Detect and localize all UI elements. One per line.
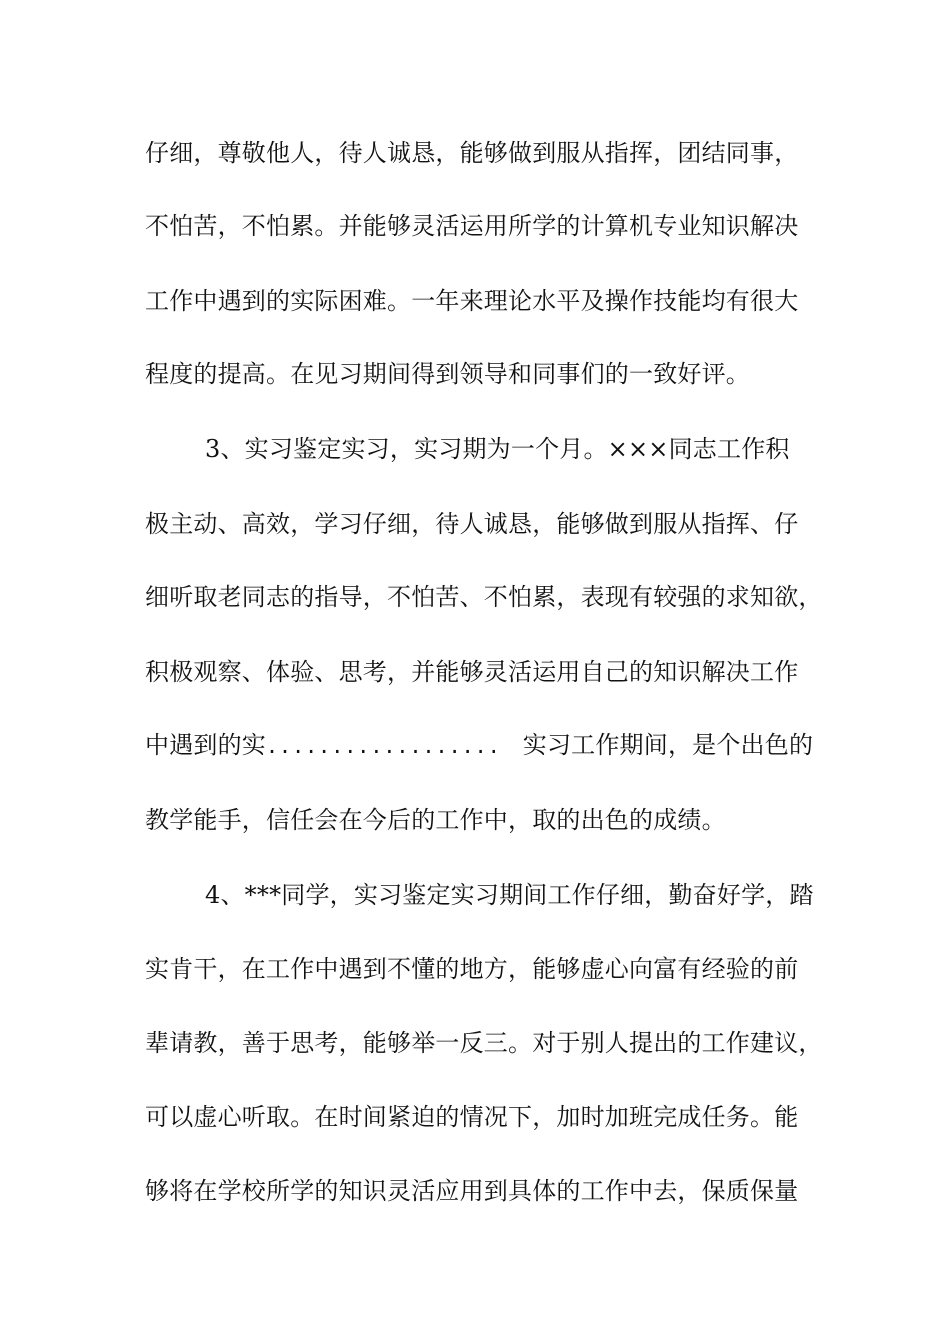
paragraph-3-line-6: 教学能手，信任会在今后的工作中，取的出色的成绩。 [145, 806, 726, 834]
ellipsis-dots: .................. [266, 734, 501, 758]
paragraph-4-line-3: 辈请教，善于思考，能够举一反三。对于别人提出的工作建议， [145, 1029, 823, 1057]
paragraph-3-line-2: 极主动、高效，学习仔细，待人诚恳，能够做到服从指挥、仔 [145, 510, 799, 538]
paragraph-line-4: 程度的提高。在见习期间得到领导和同事们的一致好评。 [145, 360, 750, 388]
line-text-start: 中遇到的实 [145, 731, 266, 759]
paragraph-line-2: 不怕苦，不怕累。并能够灵活运用所学的计算机专业知识解决 [145, 212, 799, 240]
paragraph-4-line-5: 够将在学校所学的知识灵活应用到具体的工作中去，保质保量 [145, 1177, 799, 1205]
paragraph-3-line-4: 积极观察、体验、思考，并能够灵活运用自己的知识解决工作 [145, 658, 799, 686]
paragraph-line-1: 仔细，尊敬他人，待人诚恳，能够做到服从指挥，团结同事， [145, 139, 799, 167]
paragraph-3-line-1: 3、实习鉴定实习，实习期为一个月。×××同志工作积 [205, 435, 790, 463]
paragraph-4-line-1: 4、***同学，实习鉴定实习期间工作仔细，勤奋好学，踏 [205, 881, 814, 909]
paragraph-line-3: 工作中遇到的实际困难。一年来理论水平及操作技能均有很大 [145, 287, 799, 315]
line-text-end: 实习工作期间，是个出色的 [522, 731, 814, 759]
paragraph-3-line-3: 细听取老同志的指导，不怕苦、不怕累，表现有较强的求知欲， [145, 583, 823, 611]
paragraph-3-line-5 [145, 727, 825, 763]
paragraph-4-line-2: 实肯干，在工作中遇到不懂的地方，能够虚心向富有经验的前 [145, 955, 799, 983]
paragraph-4-line-4: 可以虚心听取。在时间紧迫的情况下，加时加班完成任务。能 [145, 1103, 799, 1131]
